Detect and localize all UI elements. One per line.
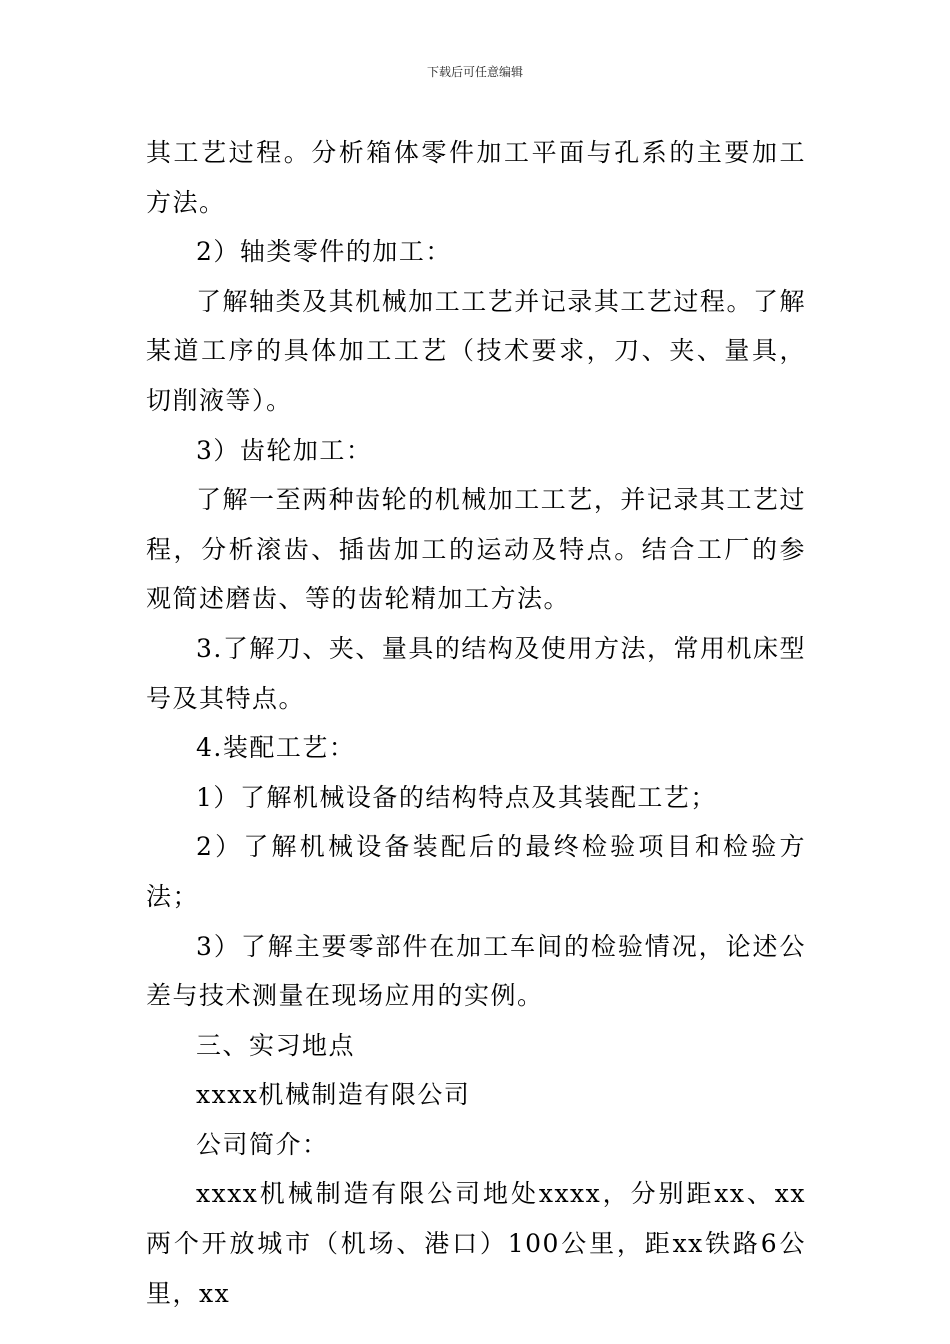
- subheading-gear-machining: 3）齿轮加工：: [196, 435, 373, 465]
- list-item-assembly-2: 2）了解机械设备装配后的最终检验项目和检验方法；: [146, 832, 806, 911]
- paragraph-shaft-parts: 了解轴类及其机械加工工艺并记录其工艺过程。了解某道工序的具体加工工艺（技术要求，刀、夹、量具，切削液等）。: [146, 286, 806, 415]
- subheading-shaft-parts: 2）轴类零件的加工：: [196, 237, 452, 267]
- page-header: 下载后可任意编辑: [426, 65, 523, 79]
- subheading-assembly: 4.装配工艺：: [196, 733, 356, 763]
- list-item-assembly-1: 1）了解机械设备的结构特点及其装配工艺；: [196, 782, 717, 812]
- subheading-company-intro: 公司简介：: [196, 1129, 329, 1159]
- section-heading-location: 三、实习地点: [196, 1030, 356, 1060]
- document-body: [146, 128, 806, 1318]
- company-name: xxxx机械制造有限公司: [196, 1080, 471, 1110]
- paragraph-gear-machining: 了解一至两种齿轮的机械加工工艺，并记录其工艺过程，分析滚齿、插齿加工的运动及特点。结合工厂的参观简述磨齿、等的齿轮精加工方法。: [146, 485, 806, 614]
- paragraph-tools-fixtures: 3.了解刀、夹、量具的结构及使用方法，常用机床型号及其特点。: [146, 633, 806, 713]
- paragraph-company-intro: xxxx机械制造有限公司地处xxxx，分别距xx、xx两个开放城市（机场、港口）100公里，距xx铁路6公里，xx: [146, 1179, 806, 1308]
- list-item-assembly-3: 3）了解主要零部件在加工车间的检验情况，论述公差与技术测量在现场应用的实例。: [146, 931, 806, 1011]
- paragraph-continuation: 其工艺过程。分析箱体零件加工平面与孔系的主要加工方法。: [146, 138, 806, 217]
